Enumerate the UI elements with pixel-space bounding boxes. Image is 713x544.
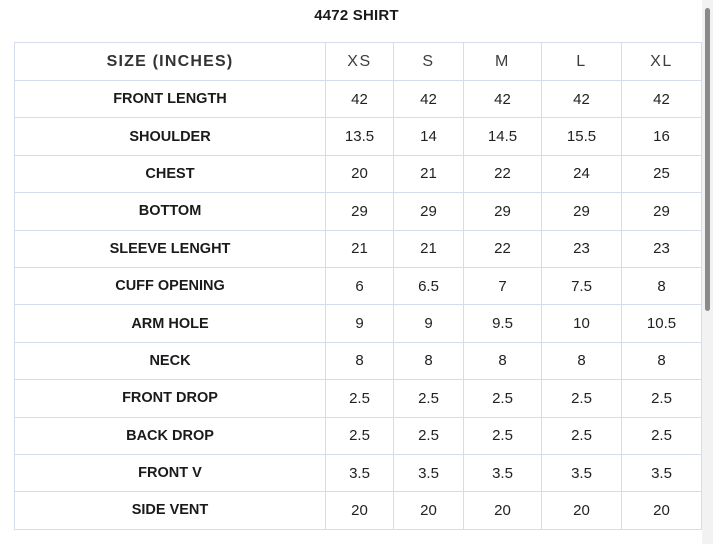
measurement-value-s: 3.5 xyxy=(394,454,464,491)
measurement-value-s: 21 xyxy=(394,230,464,267)
table-row xyxy=(15,305,702,342)
measurement-value-l: 2.5 xyxy=(542,417,622,454)
table-row xyxy=(15,118,702,155)
table-body xyxy=(15,81,702,530)
measurement-value-xl: 3.5 xyxy=(622,454,702,491)
measurement-value-xl: 8 xyxy=(622,342,702,379)
measurement-value-xl: 2.5 xyxy=(622,417,702,454)
table-row xyxy=(15,193,702,230)
measurement-value-l: 7.5 xyxy=(542,267,622,304)
measurement-value-xl: 8 xyxy=(622,267,702,304)
measurement-value-xs: 29 xyxy=(326,193,394,230)
measurement-label: CHEST xyxy=(15,155,326,192)
table-row xyxy=(15,380,702,417)
measurement-label: ARM HOLE xyxy=(15,305,326,342)
table-row xyxy=(15,81,702,118)
measurement-value-xs: 13.5 xyxy=(326,118,394,155)
measurement-value-xl: 20 xyxy=(622,492,702,529)
table-row xyxy=(15,342,702,379)
table-row xyxy=(15,492,702,529)
measurement-value-m: 2.5 xyxy=(464,417,542,454)
measurement-value-xl: 42 xyxy=(622,81,702,118)
header-size-xl: XL xyxy=(622,43,702,81)
measurement-label: SLEEVE LENGHT xyxy=(15,230,326,267)
measurement-value-s: 20 xyxy=(394,492,464,529)
measurement-value-xl: 25 xyxy=(622,155,702,192)
measurement-value-m: 8 xyxy=(464,342,542,379)
measurement-value-m: 22 xyxy=(464,155,542,192)
measurement-label: NECK xyxy=(15,342,326,379)
measurement-label: FRONT LENGTH xyxy=(15,81,326,118)
measurement-value-m: 29 xyxy=(464,193,542,230)
scrollbar-track[interactable] xyxy=(702,0,713,544)
measurement-value-s: 6.5 xyxy=(394,267,464,304)
measurement-value-l: 3.5 xyxy=(542,454,622,491)
measurement-value-s: 14 xyxy=(394,118,464,155)
measurement-value-xs: 8 xyxy=(326,342,394,379)
measurement-value-s: 29 xyxy=(394,193,464,230)
measurement-value-xs: 2.5 xyxy=(326,380,394,417)
measurement-value-s: 8 xyxy=(394,342,464,379)
scrollbar-thumb[interactable] xyxy=(705,8,710,311)
measurement-label: FRONT V xyxy=(15,454,326,491)
table-header-row xyxy=(15,43,702,81)
table-row xyxy=(15,155,702,192)
measurement-value-xs: 9 xyxy=(326,305,394,342)
measurement-value-l: 42 xyxy=(542,81,622,118)
measurement-value-m: 2.5 xyxy=(464,380,542,417)
measurement-value-s: 42 xyxy=(394,81,464,118)
measurement-value-s: 2.5 xyxy=(394,417,464,454)
header-size-l: L xyxy=(542,43,622,81)
measurement-value-l: 15.5 xyxy=(542,118,622,155)
measurement-value-xl: 2.5 xyxy=(622,380,702,417)
measurement-value-m: 14.5 xyxy=(464,118,542,155)
measurement-label: SIDE VENT xyxy=(15,492,326,529)
measurement-value-xl: 23 xyxy=(622,230,702,267)
table-row xyxy=(15,454,702,491)
measurement-value-l: 24 xyxy=(542,155,622,192)
measurement-value-m: 3.5 xyxy=(464,454,542,491)
measurement-value-l: 8 xyxy=(542,342,622,379)
measurement-value-l: 29 xyxy=(542,193,622,230)
measurement-value-xs: 20 xyxy=(326,492,394,529)
table-row xyxy=(15,230,702,267)
measurement-value-l: 2.5 xyxy=(542,380,622,417)
size-chart-table xyxy=(14,42,702,530)
measurement-value-m: 7 xyxy=(464,267,542,304)
page-title: 4472 SHIRT xyxy=(314,7,399,24)
measurement-value-m: 22 xyxy=(464,230,542,267)
header-size-m: M xyxy=(464,43,542,81)
measurement-value-xs: 42 xyxy=(326,81,394,118)
measurement-label: BACK DROP xyxy=(15,417,326,454)
measurement-label: CUFF OPENING xyxy=(15,267,326,304)
measurement-value-xs: 6 xyxy=(326,267,394,304)
table-row xyxy=(15,417,702,454)
measurement-value-s: 2.5 xyxy=(394,380,464,417)
measurement-value-m: 20 xyxy=(464,492,542,529)
measurement-value-xl: 10.5 xyxy=(622,305,702,342)
measurement-value-l: 20 xyxy=(542,492,622,529)
measurement-value-xs: 20 xyxy=(326,155,394,192)
header-size-xs: XS xyxy=(326,43,394,81)
measurement-value-xl: 16 xyxy=(622,118,702,155)
measurement-value-m: 9.5 xyxy=(464,305,542,342)
measurement-value-s: 21 xyxy=(394,155,464,192)
measurement-label: BOTTOM xyxy=(15,193,326,230)
header-size-label: SIZE (INCHES) xyxy=(15,43,326,81)
header-size-s: S xyxy=(394,43,464,81)
measurement-value-xs: 3.5 xyxy=(326,454,394,491)
measurement-value-xl: 29 xyxy=(622,193,702,230)
measurement-label: SHOULDER xyxy=(15,118,326,155)
measurement-value-xs: 21 xyxy=(326,230,394,267)
measurement-value-s: 9 xyxy=(394,305,464,342)
measurement-value-xs: 2.5 xyxy=(326,417,394,454)
measurement-value-l: 23 xyxy=(542,230,622,267)
table-row xyxy=(15,267,702,304)
measurement-value-m: 42 xyxy=(464,81,542,118)
measurement-value-l: 10 xyxy=(542,305,622,342)
measurement-label: FRONT DROP xyxy=(15,380,326,417)
